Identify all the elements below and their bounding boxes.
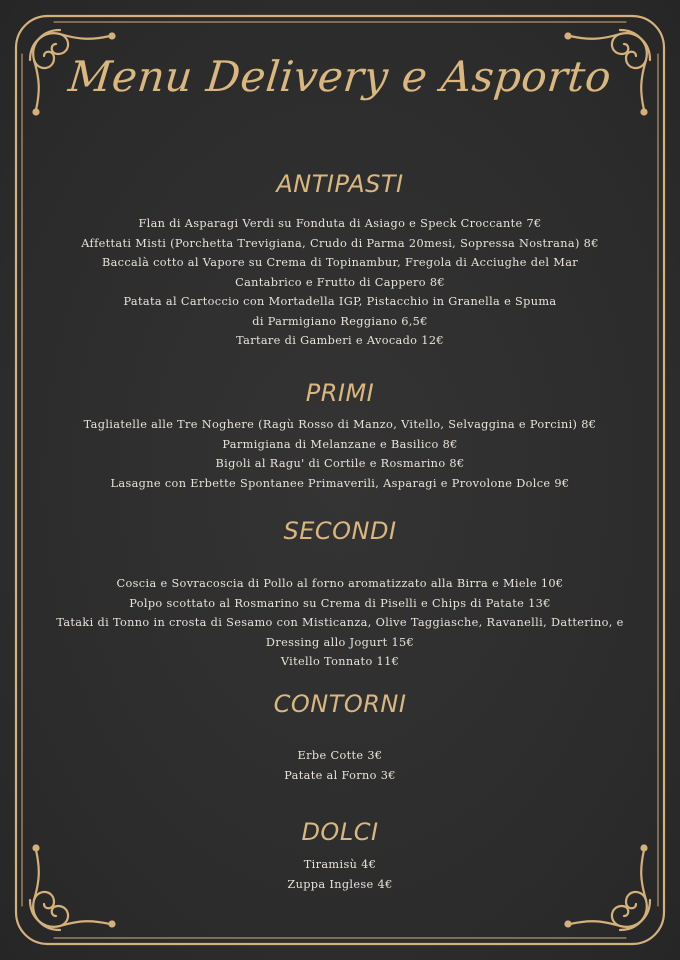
section-heading-dolci: DOLCI (301, 818, 379, 846)
menu-item-line: Tiramisù 4€ (303, 858, 377, 871)
menu-item-line: Flan di Asparagi Verdi su Fonduta di Asiago e Speck Croccante 7€ (138, 217, 542, 230)
menu-item-line: Patate al Forno 3€ (284, 768, 396, 782)
menu-item-line: Bigoli al Ragu' di Cortile e Rosmarino 8€ (215, 457, 465, 470)
menu-item-line: Erbe Cotte 3€ (297, 749, 383, 762)
menu-item-line: Coscia e Sovracoscia di Pollo al forno aromatizzato alla Birra e Miele 10€ (116, 577, 564, 590)
menu-item-line: Patata al Cartoccio con Mortadella IGP, Pistacchio in Granella e Spuma (123, 295, 557, 308)
menu-item-line: Dressing allo Jogurt 15€ (265, 635, 415, 649)
menu-item-line: Polpo scottato al Rosmarino su Crema di Piselli e Chips di Patate 13€ (129, 596, 551, 610)
menu-item-line: Baccalà cotto al Vapore su Crema di Topinambur, Fregola di Acciughe del Mar (101, 256, 579, 269)
menu-title: Menu Delivery e Asporto (66, 52, 614, 101)
section-heading-primi: PRIMI (305, 379, 375, 407)
menu-item-line: Lasagne con Erbette Spontanee Primaverili, Asparagi e Provolone Dolce 9€ (110, 476, 570, 490)
section-items-contorni (20, 746, 660, 785)
menu-item-line: Tataki di Tonno in crosta di Sesamo con Misticanza, Olive Taggiasche, Ravanelli, Datterino, e (56, 616, 624, 629)
menu-item-line: Affettati Misti (Porchetta Trevigiana, Crudo di Parma 20mesi, Sopressa Nostrana) 8€ (81, 236, 599, 250)
menu-item-line: Vitello Tonnato 11€ (280, 655, 400, 668)
section-heading-secondi: SECONDI (283, 517, 397, 545)
section-items-secondi (20, 574, 660, 672)
menu-item-line: Zuppa Inglese 4€ (287, 877, 393, 891)
menu-item-line: Tartare di Gamberi e Avocado 12€ (236, 334, 444, 347)
menu-item-line: Parmigiana di Melanzane e Basilico 8€ (222, 437, 458, 451)
section-items-antipasti (20, 214, 660, 351)
menu-item-line: di Parmigiano Reggiano 6,5€ (252, 314, 428, 328)
section-heading-contorni: CONTORNI (273, 690, 407, 718)
menu-item-line: Cantabrico e Frutto di Cappero 8€ (235, 275, 445, 289)
menu-item-line: Tagliatelle alle Tre Noghere (Ragù Rosso di Manzo, Vitello, Selvaggina e Porcini) 8€ (83, 418, 597, 431)
section-heading-antipasti: ANTIPASTI (276, 170, 404, 198)
section-items-dolci (20, 855, 660, 894)
section-items-primi (20, 415, 660, 493)
